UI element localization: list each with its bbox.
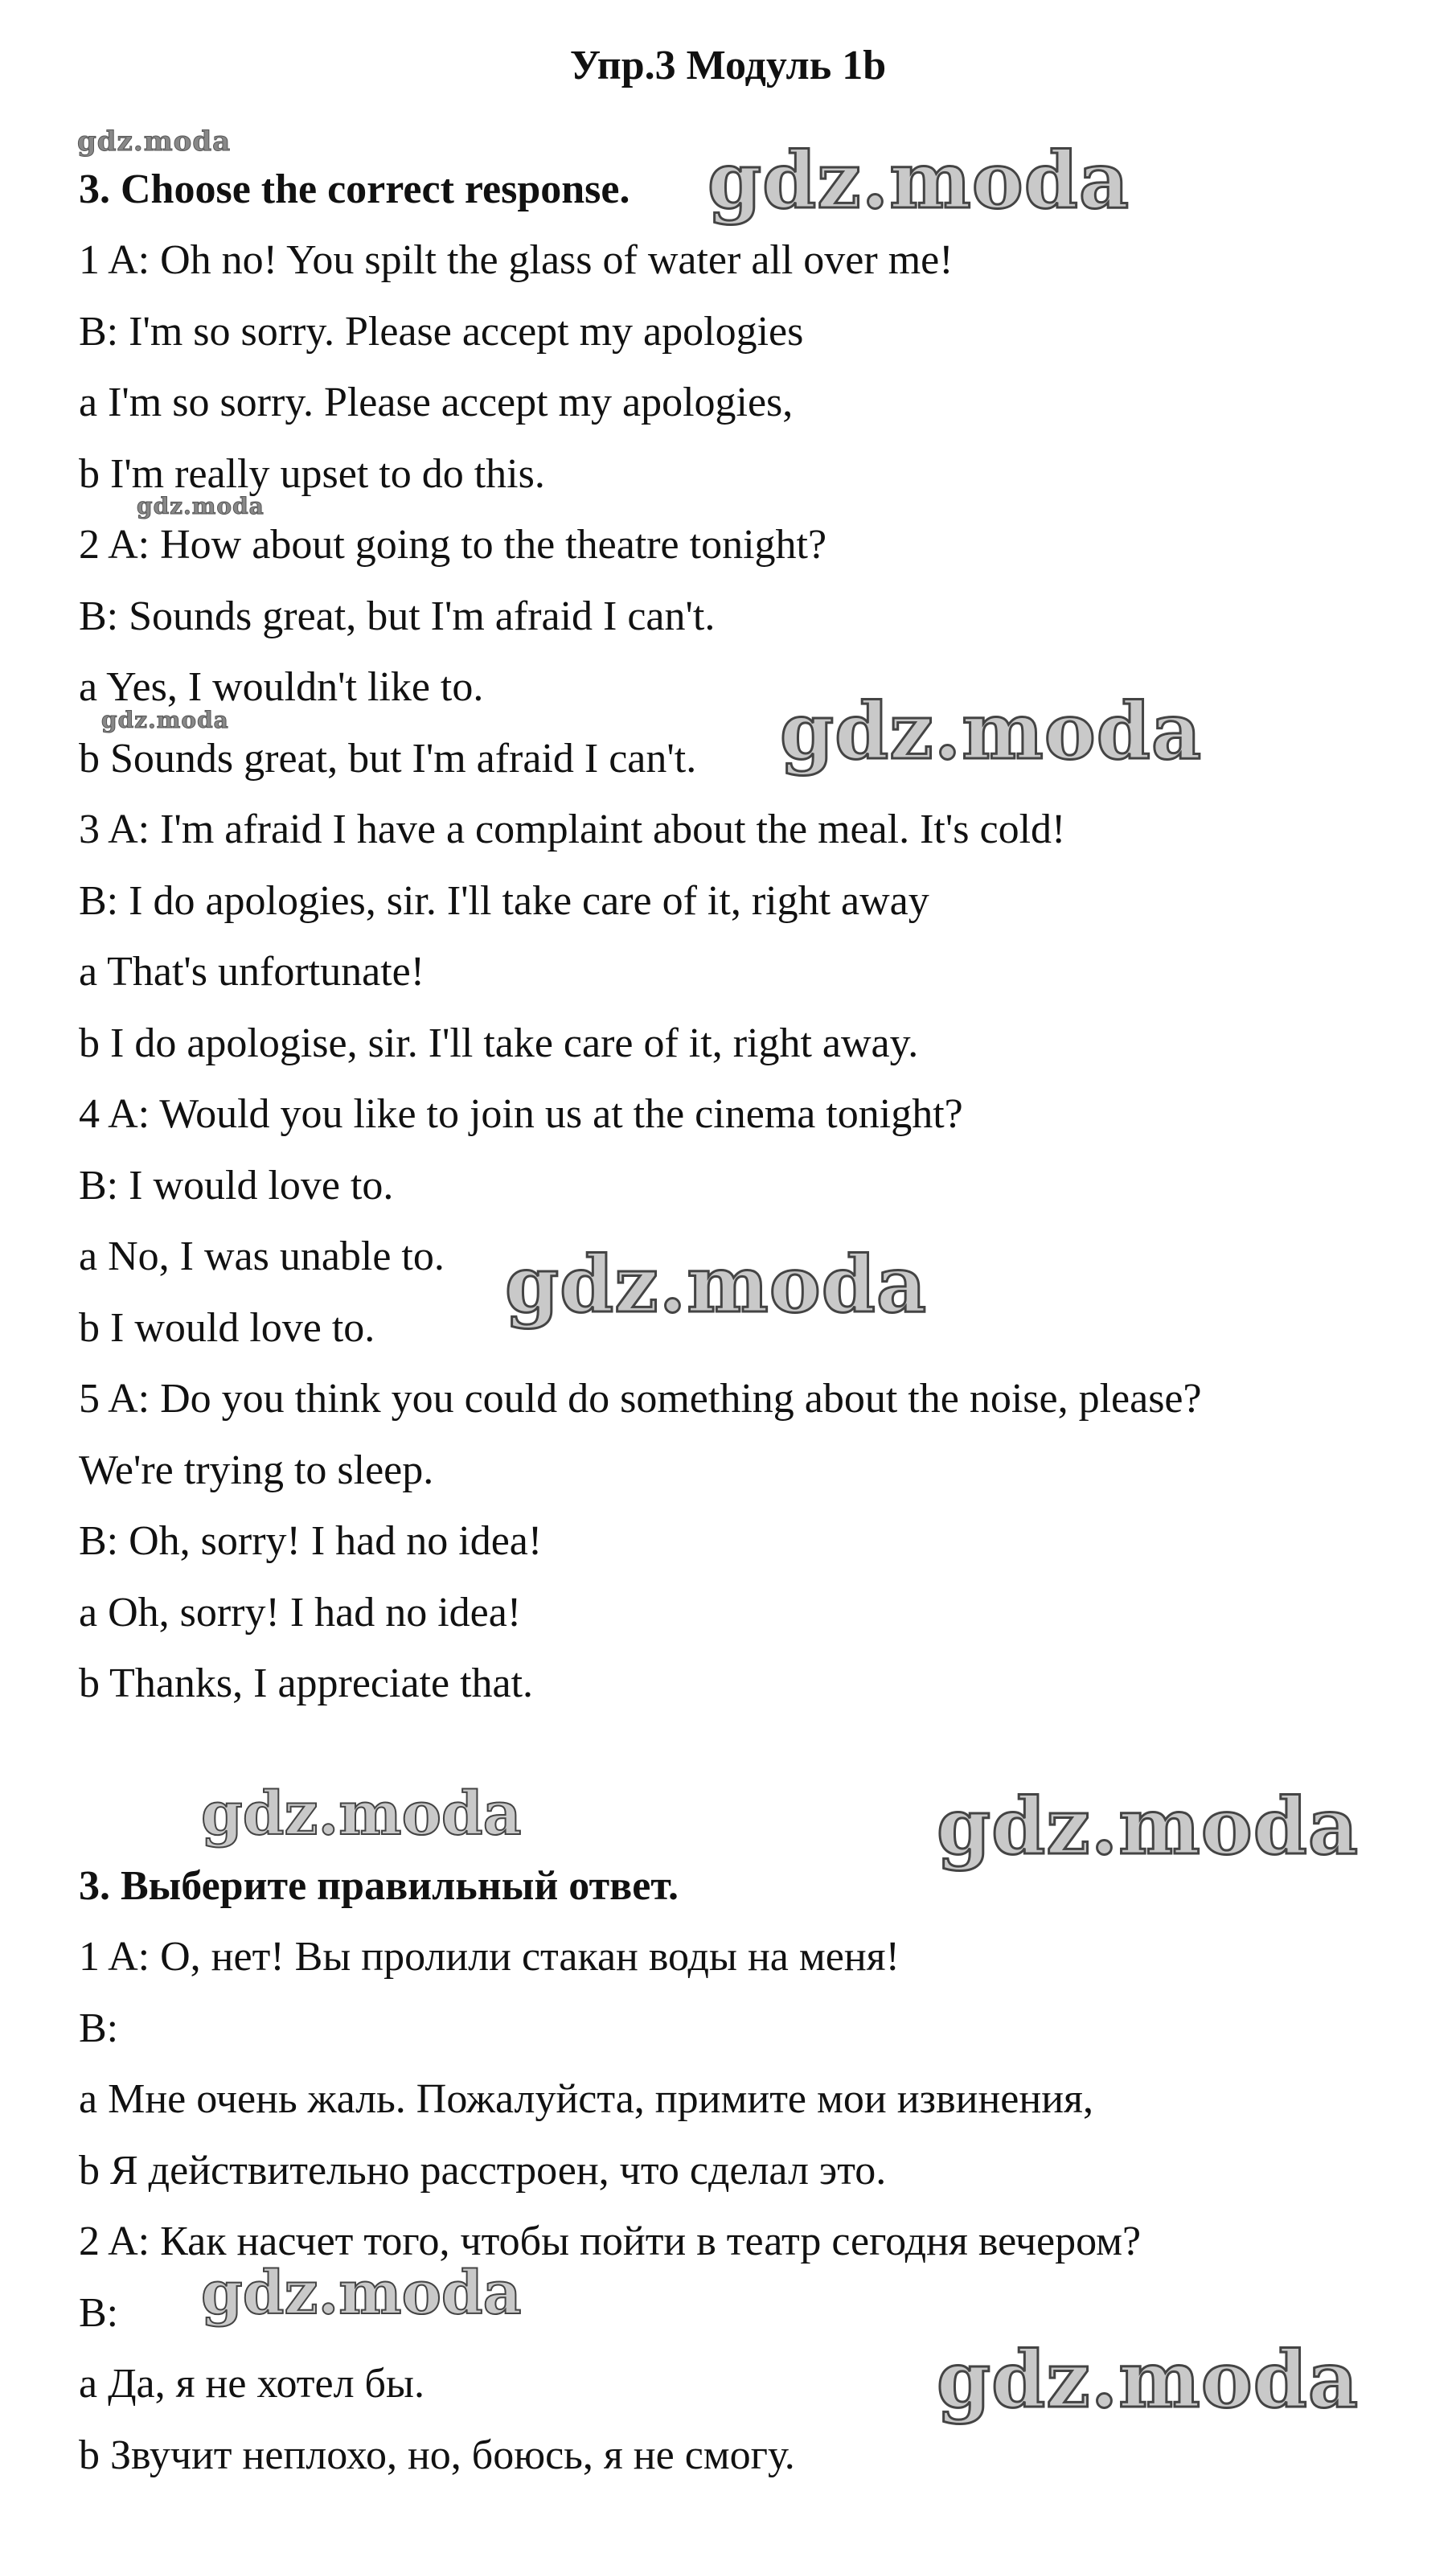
text-line: b Thanks, I appreciate that. xyxy=(79,1660,534,1706)
text-line: 5 A: Do you think you could do something about the noise, please? xyxy=(79,1376,1202,1422)
text-line: We're trying to sleep. xyxy=(79,1447,434,1493)
text-line: B: xyxy=(79,2005,119,2051)
text-line: B: I do apologies, sir. I'll take care of it, right away xyxy=(79,877,929,924)
english-exercise xyxy=(79,154,1429,1720)
text-line: B: xyxy=(79,2289,119,2336)
page-title: Упр.3 Модуль 1b xyxy=(569,43,887,88)
text-line: a Oh, sorry! I had no idea! xyxy=(79,1589,522,1636)
watermark: gdz.moda xyxy=(137,493,265,519)
watermark: gdz.moda xyxy=(101,707,229,733)
watermark: gdz.moda xyxy=(937,1781,1360,1872)
text-line: a Yes, I wouldn't like to. xyxy=(79,664,484,710)
text-line: b Sounds great, but I'm afraid I can't. xyxy=(79,735,697,782)
text-line: a No, I was unable to. xyxy=(79,1233,445,1279)
exercise-heading-ru: 3. Выберите правильный ответ. xyxy=(79,1863,679,1909)
text-line: 1 A: О, нет! Вы пролили стакан воды на меня! xyxy=(79,1934,900,1980)
text-line: 2 A: How about going to the theatre tonight? xyxy=(79,522,827,568)
text-line: b Звучит неплохо, но, боюсь, я не смогу. xyxy=(79,2432,795,2478)
exercise-heading-en: 3. Choose the correct response. xyxy=(79,166,630,212)
text-line: a Мне очень жаль. Пожалуйста, примите мои извинения, xyxy=(79,2076,1093,2122)
text-line: a That's unfortunate! xyxy=(79,949,425,995)
text-line: b I do apologise, sir. I'll take care of it, right away. xyxy=(79,1020,919,1066)
text-line: B: Sounds great, but I'm afraid I can't. xyxy=(79,593,716,639)
text-line: b I'm really upset to do this. xyxy=(79,450,545,497)
watermark: gdz.moda xyxy=(77,125,232,158)
text-line: 4 A: Would you like to join us at the cinema tonight? xyxy=(79,1091,963,1137)
text-line: B: I'm so sorry. Please accept my apologies xyxy=(79,308,804,355)
watermark: gdz.moda xyxy=(707,135,1130,226)
watermark: gdz.moda xyxy=(780,686,1203,777)
watermark: gdz.moda xyxy=(201,1779,522,1849)
text-line: 3 A: I'm afraid I have a complaint about the meal. It's cold! xyxy=(79,807,1066,852)
text-line: a I'm so sorry. Please accept my apologies, xyxy=(79,380,794,425)
text-line: B: Oh, sorry! I had no idea! xyxy=(79,1518,543,1564)
watermark: gdz.moda xyxy=(937,2334,1360,2425)
text-line: 1 A: Oh no! You spilt the glass of water all over me! xyxy=(79,237,954,283)
text-line: b Я действительно расстроен, что сделал это. xyxy=(79,2147,887,2194)
watermark: gdz.moda xyxy=(201,2259,522,2328)
watermark: gdz.moda xyxy=(505,1239,928,1330)
text-line: B: I would love to. xyxy=(79,1162,394,1209)
text-line: b I would love to. xyxy=(79,1304,375,1351)
text-line: 2 A: Как насчет того, чтобы пойти в театр сегодня вечером? xyxy=(79,2218,1142,2264)
text-line: a Да, я не хотел бы. xyxy=(79,2361,424,2407)
